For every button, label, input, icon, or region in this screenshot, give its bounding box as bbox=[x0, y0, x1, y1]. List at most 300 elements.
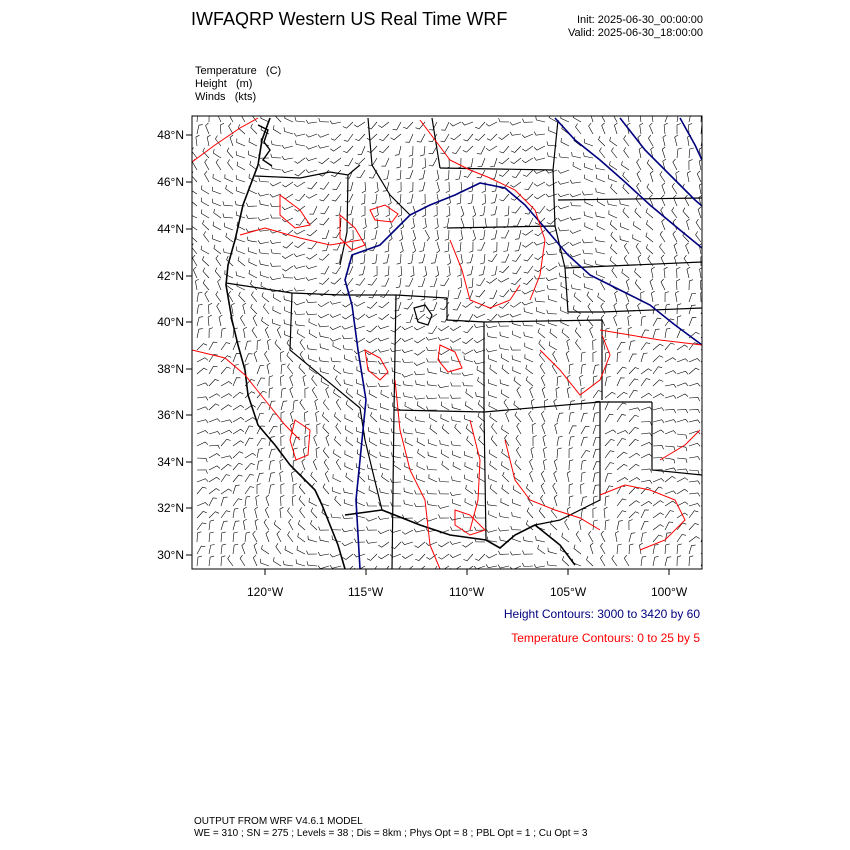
wind-barb bbox=[343, 345, 353, 350]
wind-barb bbox=[629, 453, 640, 458]
wind-barb bbox=[651, 267, 654, 278]
wind-barb bbox=[511, 146, 521, 153]
wind-barb bbox=[257, 448, 263, 458]
wind-barb bbox=[665, 476, 676, 482]
wind-barb bbox=[378, 542, 389, 547]
wind-barb bbox=[414, 350, 425, 355]
wind-barb bbox=[345, 425, 353, 434]
wind-barb bbox=[420, 146, 425, 156]
wind-barb bbox=[356, 463, 365, 470]
wind-barb bbox=[363, 218, 367, 229]
wind-barb bbox=[623, 208, 629, 218]
wind-barb bbox=[330, 121, 341, 124]
wind-barb bbox=[526, 365, 533, 374]
wind-barb bbox=[653, 318, 661, 326]
wind-barb bbox=[426, 347, 437, 351]
wind-barb bbox=[311, 520, 318, 530]
wind-barb bbox=[677, 535, 686, 543]
wind-barb bbox=[526, 376, 533, 386]
wind-barb bbox=[585, 139, 594, 146]
wind-barb bbox=[540, 363, 545, 374]
wind-barb bbox=[403, 392, 413, 398]
wind-barb bbox=[257, 413, 264, 422]
wind-barb bbox=[216, 159, 221, 170]
wind-barb bbox=[510, 552, 521, 556]
wind-barb bbox=[355, 158, 365, 164]
wind-barb bbox=[201, 246, 209, 254]
wind-barb bbox=[221, 532, 226, 542]
wind-barb bbox=[354, 122, 365, 127]
wind-barb bbox=[233, 441, 244, 446]
wind-barb bbox=[293, 400, 298, 410]
wind-barb bbox=[285, 114, 293, 122]
wind-barb bbox=[641, 422, 652, 426]
wind-barb bbox=[653, 501, 664, 506]
wind-barb bbox=[396, 278, 401, 288]
wind-barb bbox=[346, 388, 353, 398]
wind-barb bbox=[596, 248, 605, 254]
wind-barb bbox=[367, 357, 377, 362]
lon-label: 120°W bbox=[247, 585, 284, 599]
wind-barb bbox=[271, 214, 282, 218]
wind-barb bbox=[218, 279, 221, 290]
wind-barb bbox=[276, 543, 281, 554]
wind-barb bbox=[380, 488, 389, 494]
wind-barb bbox=[306, 266, 317, 269]
wind-barb bbox=[366, 383, 377, 387]
wind-barb bbox=[522, 290, 533, 294]
wind-barb bbox=[280, 423, 284, 434]
wind-barb bbox=[266, 495, 269, 506]
wind-barb bbox=[320, 368, 329, 375]
wind-barb bbox=[439, 514, 450, 518]
wind-barb bbox=[486, 278, 497, 283]
wind-barb bbox=[406, 170, 413, 179]
wind-barb bbox=[367, 302, 377, 308]
wind-barb bbox=[367, 527, 378, 531]
wind-barb bbox=[221, 328, 226, 338]
wind-barb bbox=[584, 211, 593, 218]
wind-barb bbox=[435, 218, 439, 229]
wind-barb bbox=[260, 271, 269, 278]
wind-barb bbox=[280, 351, 284, 362]
wind-barb bbox=[554, 459, 557, 470]
wind-barb bbox=[197, 470, 208, 474]
wind-barb bbox=[282, 206, 293, 210]
wind-barb bbox=[593, 485, 599, 494]
wind-barb bbox=[653, 420, 664, 423]
wind-barb bbox=[391, 338, 401, 344]
wind-barb bbox=[197, 329, 203, 338]
wind-barb bbox=[629, 520, 633, 531]
lat-label: 40°N bbox=[157, 315, 184, 329]
wind-barb bbox=[415, 428, 425, 434]
wind-barb bbox=[344, 380, 353, 387]
wind-barb bbox=[605, 520, 609, 530]
wind-barb bbox=[385, 242, 389, 252]
wind-barb bbox=[689, 556, 693, 566]
wind-barb bbox=[675, 291, 678, 302]
tick-marks bbox=[186, 135, 669, 575]
wind-barb bbox=[294, 311, 305, 315]
wind-barb bbox=[430, 278, 437, 287]
wind-barb bbox=[209, 532, 214, 542]
wind-barb bbox=[523, 537, 533, 542]
wind-barb bbox=[629, 544, 634, 554]
wind-barb bbox=[676, 279, 680, 290]
wind-barb bbox=[499, 118, 509, 122]
wind-barb bbox=[423, 218, 427, 229]
wind-barb bbox=[428, 452, 437, 458]
wind-barb bbox=[573, 162, 581, 170]
wind-barb bbox=[288, 364, 294, 375]
wind-barb bbox=[245, 487, 254, 494]
wind-barb bbox=[492, 423, 498, 434]
wind-barb bbox=[342, 314, 353, 319]
wind-barb bbox=[689, 123, 693, 134]
wind-barb bbox=[553, 483, 557, 494]
wind-barb bbox=[561, 282, 569, 290]
wind-barb bbox=[475, 490, 485, 494]
wind-barb bbox=[300, 507, 305, 518]
wind-barb bbox=[547, 310, 557, 314]
wind-barb bbox=[269, 376, 273, 386]
wind-barb bbox=[309, 330, 317, 339]
wind-barb bbox=[273, 294, 281, 303]
wind-barb bbox=[438, 542, 449, 547]
wind-barb bbox=[201, 198, 209, 206]
wind-barb bbox=[531, 447, 534, 458]
wind-barb bbox=[617, 352, 621, 362]
wind-barb bbox=[251, 292, 257, 303]
wind-barb bbox=[597, 271, 605, 278]
wind-barb bbox=[596, 212, 605, 218]
wind-barb bbox=[429, 474, 437, 482]
wind-barb bbox=[315, 399, 318, 410]
wind-barb bbox=[201, 209, 209, 218]
lon-label: 105°W bbox=[550, 585, 587, 599]
wind-barb bbox=[624, 147, 629, 158]
wind-barb bbox=[262, 545, 270, 554]
wind-barb bbox=[535, 298, 545, 303]
wind-barb bbox=[343, 146, 353, 153]
wind-barb bbox=[289, 519, 293, 530]
wind-barb bbox=[426, 337, 437, 340]
wind-barb bbox=[475, 554, 485, 561]
wind-barb bbox=[190, 196, 197, 206]
wind-barb bbox=[584, 163, 593, 170]
wind-barb bbox=[342, 335, 353, 339]
wind-barb bbox=[491, 266, 497, 276]
wind-barb bbox=[371, 412, 378, 422]
wind-barb bbox=[426, 542, 437, 546]
wind-barb bbox=[285, 331, 293, 338]
wind-barb bbox=[330, 565, 341, 568]
wind-barb bbox=[605, 377, 611, 387]
wind-barb bbox=[209, 466, 220, 470]
wind-barb bbox=[373, 266, 377, 277]
wind-barb bbox=[189, 185, 197, 194]
lat-label: 44°N bbox=[157, 222, 184, 236]
wind-barb bbox=[284, 127, 293, 134]
wind-barb bbox=[209, 512, 219, 518]
wind-barb bbox=[462, 373, 473, 376]
wind-barb bbox=[383, 182, 389, 191]
wind-barb bbox=[701, 431, 712, 434]
wind-barb bbox=[290, 387, 293, 398]
wind-barb bbox=[318, 302, 329, 307]
wind-barb bbox=[228, 159, 233, 170]
wind-barb bbox=[197, 523, 206, 530]
wind-barb bbox=[318, 552, 329, 556]
wind-barb bbox=[197, 458, 207, 462]
wind-barb bbox=[677, 502, 688, 506]
wind-barb bbox=[427, 381, 437, 386]
wind-barb bbox=[515, 412, 521, 422]
wind-barb bbox=[381, 278, 389, 286]
wind-barb bbox=[443, 218, 449, 228]
wind-barb bbox=[615, 531, 618, 542]
wind-barb bbox=[662, 147, 665, 158]
wind-barb bbox=[271, 141, 281, 146]
wind-barb bbox=[633, 234, 641, 242]
wind-barb bbox=[620, 236, 629, 242]
wind-barb bbox=[356, 290, 365, 297]
wind-barb bbox=[609, 210, 617, 218]
wind-barb bbox=[661, 279, 665, 290]
wind-barb bbox=[490, 290, 498, 298]
wind-barb bbox=[512, 170, 521, 178]
wind-barb bbox=[534, 157, 545, 160]
wind-barb bbox=[230, 135, 233, 146]
wind-barb bbox=[489, 511, 497, 518]
wind-barb bbox=[389, 218, 392, 229]
map-title: IWFAQRP Western US Real Time WRF bbox=[191, 9, 508, 29]
model-config: WE = 310 ; SN = 275 ; Levels = 38 ; Dis = 8km ; Phys Opt = 8 ; PBL Opt = 1 ; Cu Opt = 3 bbox=[194, 828, 588, 839]
wind-barb bbox=[474, 314, 485, 318]
wind-barb bbox=[330, 338, 341, 341]
wind-barb bbox=[288, 531, 293, 542]
wind-barb bbox=[611, 148, 617, 159]
wind-barb bbox=[512, 254, 521, 261]
wind-barb bbox=[193, 267, 197, 278]
wind-barb bbox=[672, 183, 677, 194]
wind-barb bbox=[583, 250, 593, 254]
wind-barb bbox=[221, 430, 232, 434]
wind-barb bbox=[689, 383, 700, 386]
wind-barb bbox=[469, 242, 473, 252]
wind-barb bbox=[589, 531, 594, 542]
wind-barb bbox=[626, 303, 629, 314]
wind-barb bbox=[646, 233, 653, 242]
wind-barb bbox=[561, 318, 569, 326]
wind-barb bbox=[502, 425, 510, 434]
great-salt-lake bbox=[414, 305, 432, 325]
wind-barb bbox=[247, 237, 257, 242]
wind-barb bbox=[593, 473, 599, 482]
wind-barb bbox=[238, 257, 245, 266]
wind-barb bbox=[233, 429, 244, 434]
wind-barb bbox=[253, 315, 257, 326]
wind-barb bbox=[229, 123, 233, 134]
wind-barb bbox=[265, 327, 269, 338]
wind-barb bbox=[345, 462, 353, 470]
wind-barb bbox=[653, 329, 660, 338]
wind-barb bbox=[617, 499, 626, 506]
wind-barb bbox=[245, 426, 253, 434]
wind-barb bbox=[330, 146, 341, 151]
wind-barb bbox=[452, 476, 462, 482]
wind-barb bbox=[501, 354, 509, 362]
wind-barb bbox=[209, 404, 219, 410]
wind-barb bbox=[451, 346, 462, 350]
wind-barb bbox=[561, 114, 569, 122]
wind-barb bbox=[383, 170, 389, 180]
wind-barb bbox=[639, 147, 642, 158]
wind-barb bbox=[499, 266, 509, 273]
wind-barb bbox=[417, 438, 425, 446]
wind-barb bbox=[570, 254, 581, 257]
wind-barb bbox=[335, 436, 342, 446]
wind-barb bbox=[513, 367, 521, 375]
wind-barb bbox=[523, 170, 533, 176]
wind-barb bbox=[677, 458, 687, 463]
wind-barb bbox=[197, 368, 207, 374]
wind-barb bbox=[245, 474, 254, 482]
wind-barb bbox=[446, 182, 450, 193]
wind-barb bbox=[701, 382, 712, 386]
wind-barb bbox=[417, 475, 426, 482]
wind-barb bbox=[532, 423, 536, 434]
wind-barb bbox=[334, 389, 341, 398]
wind-barb bbox=[441, 134, 450, 142]
wind-barb bbox=[558, 194, 569, 197]
wind-barb bbox=[307, 561, 317, 566]
wind-barb bbox=[541, 411, 545, 422]
lat-label: 36°N bbox=[157, 408, 184, 422]
wind-barb bbox=[322, 412, 329, 422]
wind-barb bbox=[614, 123, 617, 134]
wind-barb bbox=[637, 171, 641, 182]
wind-barb bbox=[515, 230, 521, 239]
wind-barb bbox=[599, 136, 606, 146]
wind-barb bbox=[434, 206, 438, 217]
variable-temperature: Temperature (C) bbox=[195, 65, 282, 77]
wind-barb bbox=[489, 475, 497, 482]
wind-barb bbox=[701, 526, 712, 530]
wind-barb bbox=[617, 414, 626, 422]
wind-barb bbox=[571, 202, 581, 206]
wind-barb bbox=[502, 485, 509, 494]
wind-barb bbox=[277, 327, 281, 338]
wind-barb bbox=[254, 351, 257, 362]
wind-barb bbox=[457, 194, 461, 204]
wind-barb bbox=[466, 389, 473, 398]
wind-barb bbox=[512, 320, 521, 326]
wind-barb bbox=[272, 319, 281, 326]
wind-barb bbox=[245, 341, 251, 350]
wind-barb bbox=[379, 302, 389, 308]
wind-barb bbox=[221, 489, 232, 494]
wind-barb bbox=[233, 452, 243, 458]
wind-barb bbox=[611, 232, 617, 242]
wind-barb bbox=[593, 413, 599, 422]
wind-barb bbox=[629, 512, 639, 518]
wind-barb bbox=[378, 122, 389, 128]
wind-barb bbox=[271, 165, 281, 170]
lat-label: 46°N bbox=[157, 175, 184, 189]
wind-barb bbox=[197, 420, 208, 423]
wind-barb bbox=[251, 304, 257, 314]
wind-barb bbox=[513, 331, 521, 338]
wind-barb bbox=[280, 507, 284, 518]
wind-barb bbox=[345, 158, 353, 166]
wind-barb bbox=[673, 159, 677, 170]
wind-barb bbox=[427, 490, 437, 494]
wind-barb bbox=[221, 521, 228, 530]
wind-barb bbox=[436, 170, 439, 181]
wind-barb bbox=[403, 381, 413, 386]
wind-barb bbox=[477, 473, 485, 482]
wind-barb bbox=[450, 566, 461, 571]
wind-barb bbox=[261, 559, 270, 566]
wind-barb bbox=[306, 120, 317, 123]
wind-barb bbox=[561, 294, 569, 303]
wind-barb bbox=[462, 542, 473, 547]
wind-barb bbox=[309, 498, 317, 506]
wind-barb bbox=[502, 365, 509, 374]
wind-barb bbox=[601, 531, 605, 542]
wind-barb bbox=[581, 451, 590, 459]
wind-barb bbox=[357, 486, 365, 494]
wind-barb bbox=[487, 501, 497, 506]
wind-barb bbox=[306, 169, 317, 172]
wind-barb bbox=[499, 323, 510, 327]
wind-barb bbox=[414, 503, 425, 507]
wind-barb bbox=[270, 194, 281, 197]
wind-barb bbox=[653, 525, 664, 530]
wind-barb bbox=[673, 231, 677, 242]
wind-barb bbox=[281, 388, 286, 398]
wind-barb bbox=[573, 114, 581, 123]
wind-barb bbox=[641, 316, 646, 326]
wind-barb bbox=[587, 556, 594, 566]
valid-time: Valid: 2025-06-30_18:00:00 bbox=[568, 27, 703, 39]
wind-barb bbox=[605, 473, 612, 482]
wind-barb bbox=[562, 556, 569, 566]
wind-barb bbox=[461, 206, 464, 217]
wind-barb bbox=[650, 123, 654, 134]
wind-barb bbox=[292, 495, 296, 506]
wind-barb bbox=[209, 477, 220, 482]
wind-barb bbox=[323, 400, 329, 411]
wind-barb bbox=[689, 504, 700, 507]
wind-barb bbox=[414, 326, 425, 330]
wind-barb bbox=[450, 492, 461, 495]
wind-barb bbox=[573, 270, 581, 279]
wind-barb bbox=[336, 399, 341, 410]
wind-barb bbox=[477, 146, 485, 154]
wind-barb bbox=[420, 302, 425, 312]
wind-barb bbox=[646, 244, 653, 254]
wind-barb bbox=[318, 134, 329, 137]
wind-barb bbox=[221, 405, 232, 410]
wind-barb bbox=[451, 382, 461, 386]
wind-barb bbox=[361, 206, 365, 216]
temperature-legend: Temperature Contours: 0 to 25 by 5 bbox=[511, 631, 700, 645]
wind-barb bbox=[368, 427, 377, 434]
wind-barb bbox=[536, 206, 545, 213]
